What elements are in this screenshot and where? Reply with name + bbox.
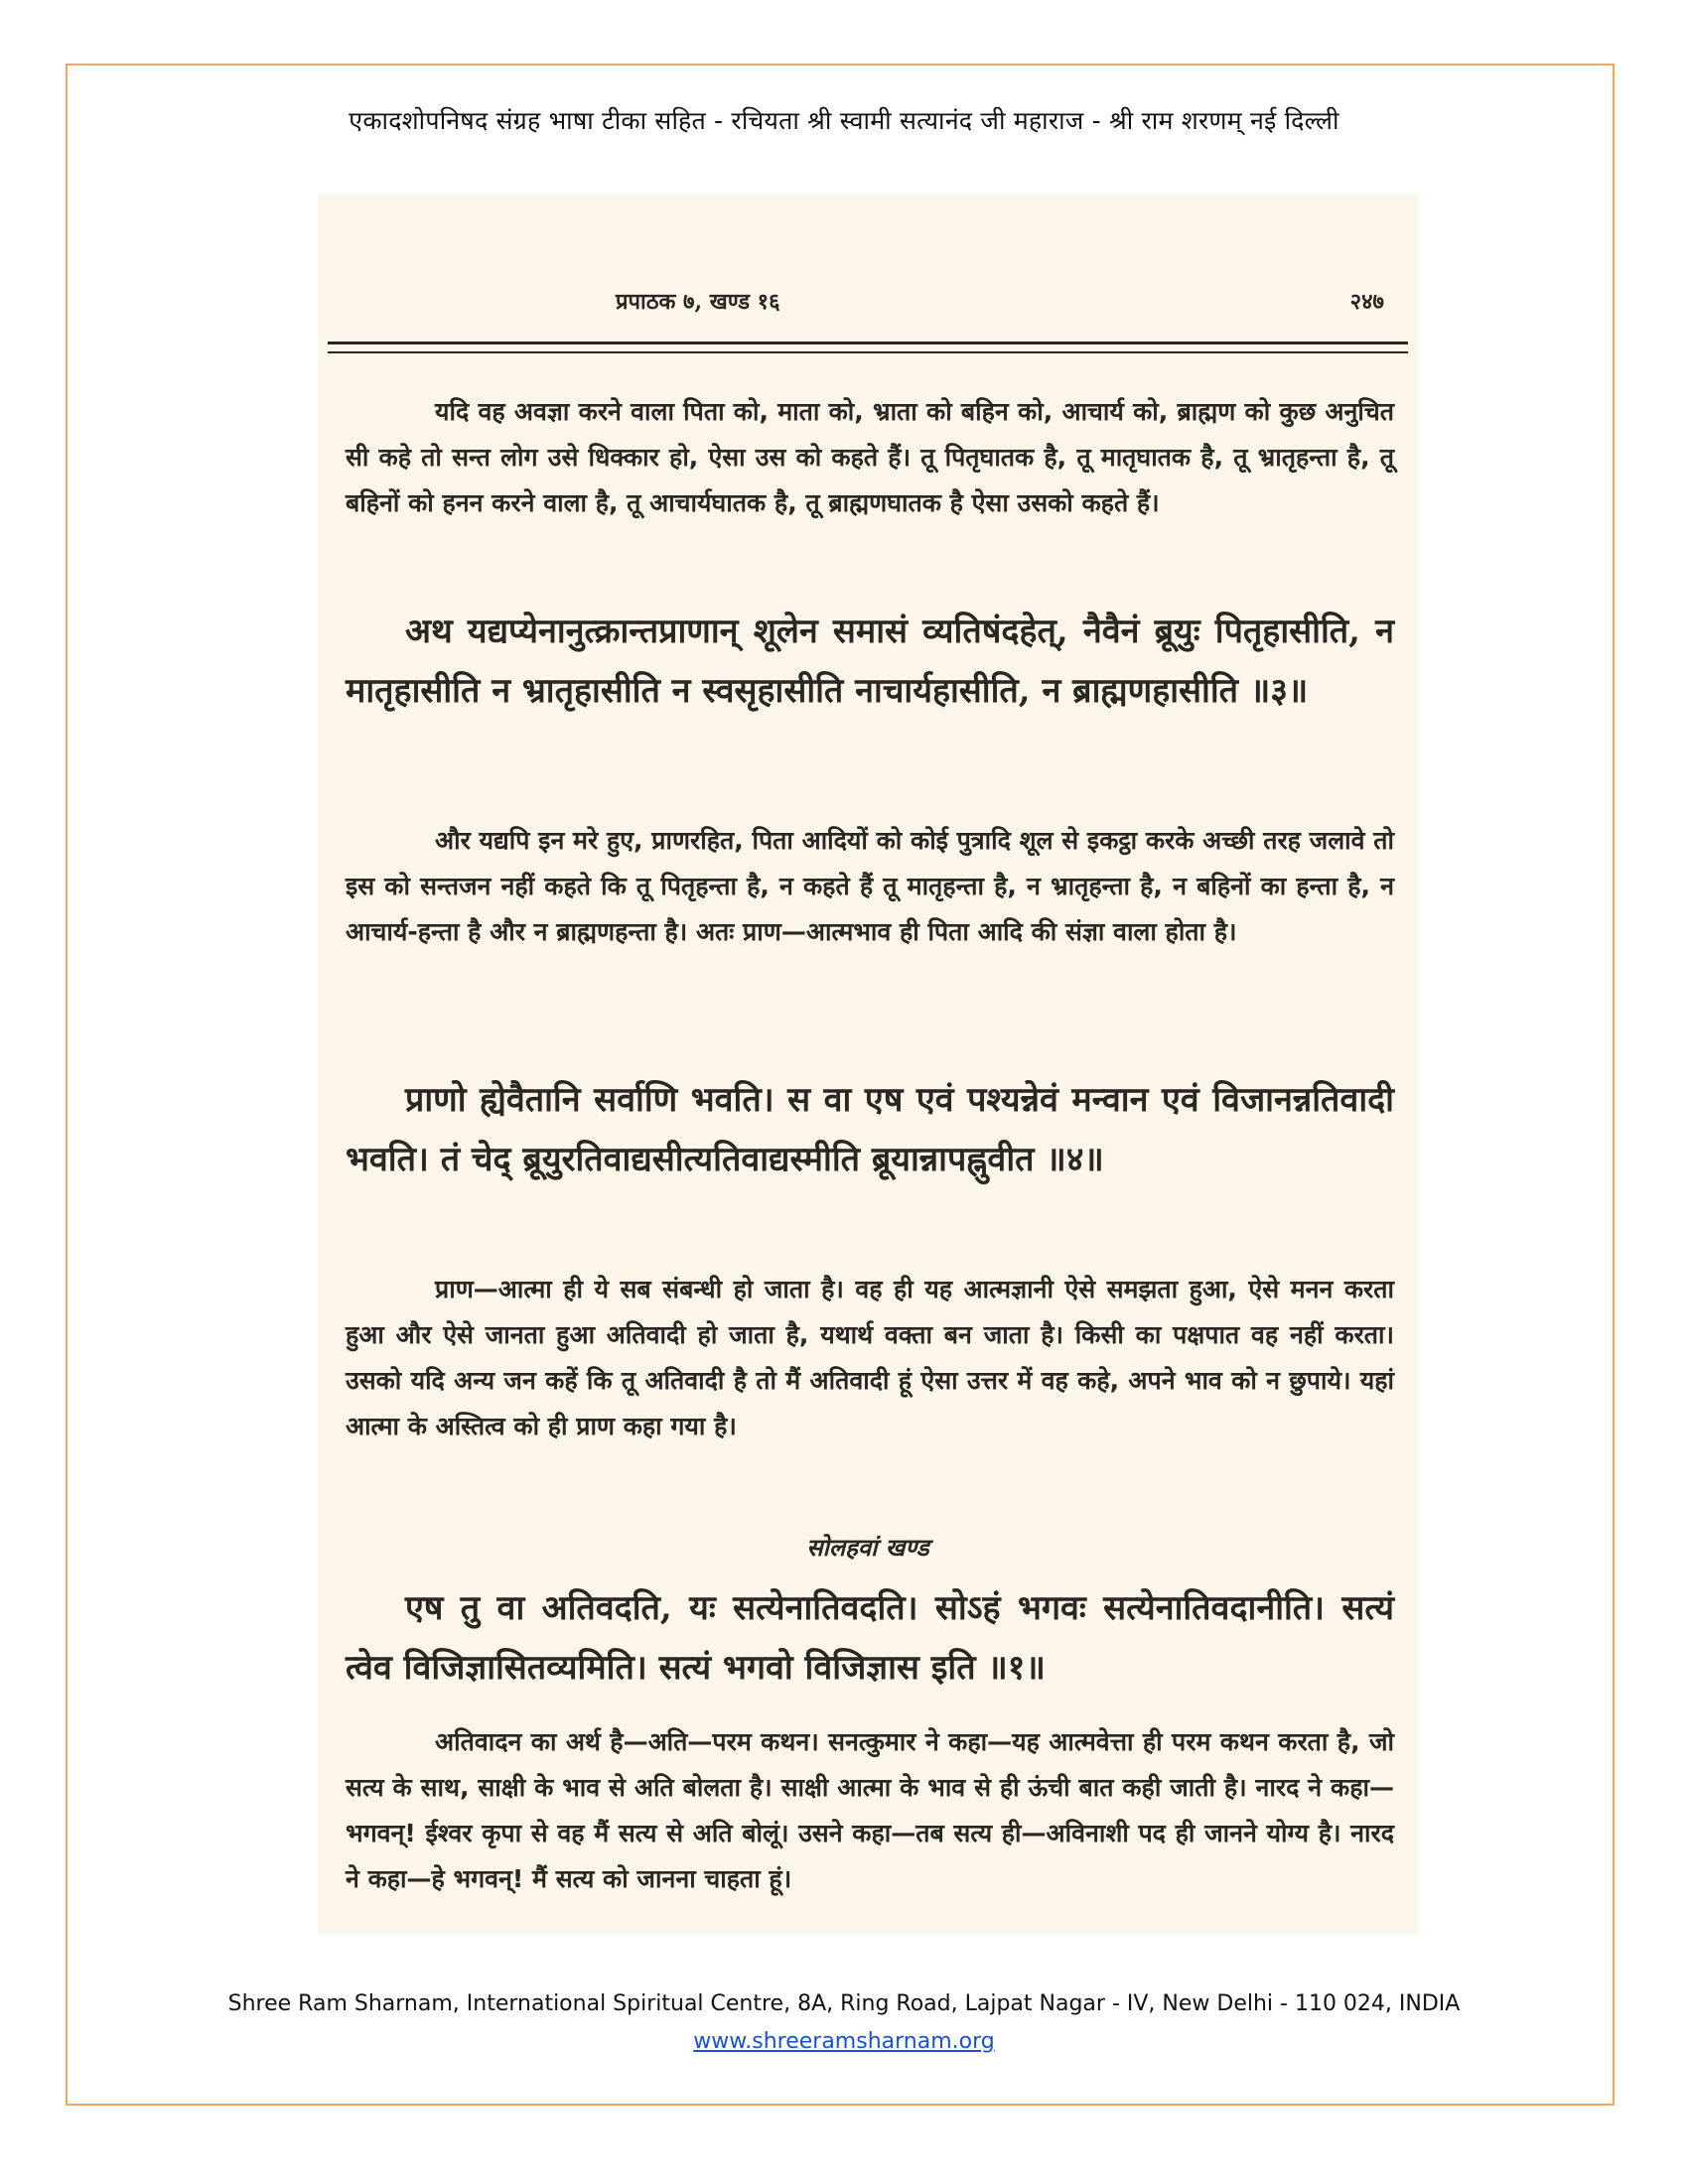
scanned-page <box>318 195 1418 1934</box>
translation-paragraph: यदि वह अवज्ञा करने वाला पिता को, माता को, भ्राता को बहिन को, आचार्य को, ब्राह्मण को कुछ अनुचित सी कहे तो सन्त लोग उसे धिक्कार हो, ऐसा उस को कहते हैं। तू पितृघातक है, तू मातृघातक है, तू भ्रातृहन्ता है, तू बहिनों को हनन करने वाला है, तू आचार्यघातक है, तू ब्राह्मणघातक है ऐसा उसको कहते हैं। <box>346 397 1394 517</box>
footer-address: Shree Ram Sharnam, International Spiritual Centre, 8A, Ring Road, Lajpat Nagar - IV, New Delhi - 110 024, INDIA <box>227 1991 1461 2016</box>
page-number: २४७ <box>1349 289 1384 315</box>
translation-paragraph: और यद्यपि इन मरे हुए, प्राणरहित, पिता आदियों को कोई पुत्रादि शूल से इकट्ठा करके अच्छी तरह जलावे तो इस को सन्तजन नहीं कहते कि तू पितृहन्ता है, न कहते हैं तू मातृहन्ता है, न भ्रातृहन्ता है, न बहिनों का हन्ता है, न आचार्य-हन्ता है और न ब्राह्मणहन्ता है। अतः प्राण—आत्मभाव ही पिता आदि की संज्ञा वाला होता है। <box>346 826 1394 946</box>
translation-paragraph: प्राण—आत्मा ही ये सब संबन्धी हो जाता है। वह ही यह आत्मज्ञानी ऐसे समझता हुआ, ऐसे मनन करता हुआ और ऐसे जानता हुआ अतिवादी हो जाता है, यथार्थ वक्ता बन जाता है। किसी का पक्षपात वह नहीं करता। उसको यदि अन्य जन कहें कि तू अतिवादी है तो मैं अतिवादी हूं ऐसा उत्तर में वह कहे, अपने भाव को न छुपाये। यहां आत्मा के अस्तित्व को ही प्राण कहा गया है। <box>346 1275 1394 1440</box>
sanskrit-verse: एष तु वा अतिवदति, यः सत्येनातिवदति। सोऽहं भगवः सत्येनातिवदानीति। सत्यं त्वेव विजिज्ञासितव्यमिति। सत्यं भगवो विजिज्ञास इति ॥१॥ <box>346 1588 1394 1688</box>
document-header: एकादशोपनिषद संग्रह भाषा टीका सहित - रचियता श्री स्वामी सत्यानंद जी महाराज - श्री राम शरणम् नई दिल्ली <box>349 106 1339 135</box>
running-header <box>318 286 1418 322</box>
running-title: प्रपाठक ७, खण्ड १६ <box>616 289 780 315</box>
translation-paragraph: अतिवादन का अर्थ है—अति—परम कथन। सनत्कुमार ने कहा—यह आत्मवेत्ता ही परम कथन करता है, जो सत्य के साथ, साक्षी के भाव से अति बोलता है। साक्षी आत्मा के भाव से ही ऊंची बात कही जाती है। नारद ने कहा—भगवन्! ईश्वर कृपा से वह मैं सत्य से अति बोलूं। उसने कहा—तब सत्य ही—अविनाशी पद ही जानने योग्य है। नारद ने कहा—हे भगवन्! मैं सत्य को जानना चाहता हूं। <box>346 1727 1394 1893</box>
sanskrit-verse: अथ यद्यप्येनानुत्क्रान्तप्राणान् शूलेन समासं व्यतिषंदहेत्, नैवैनं ब्रूयुः पितृहासीति, न मातृहासीति न भ्रातृहासीति न स्वसृहासीति नाचार्यहासीति, न ब्राह्मणहासीति ॥३॥ <box>346 612 1394 711</box>
sanskrit-verse: प्राणो ह्येवैतानि सर्वाणि भवति। स वा एष एवं पश्यन्नेवं मन्वान एवं विजानन्नतिवादी भवति। तं चेद् ब्रूयुरतिवाद्यसीत्यतिवाद्यस्मीति ब्रूयान्नापह्नुवीत ॥४॥ <box>346 1080 1394 1179</box>
website-link[interactable]: www.shreeramsharnam.org <box>693 2029 995 2054</box>
section-title: सोलहवां खण्ड <box>806 1533 929 1562</box>
header-rule <box>328 351 1408 353</box>
header-rule <box>328 341 1408 344</box>
